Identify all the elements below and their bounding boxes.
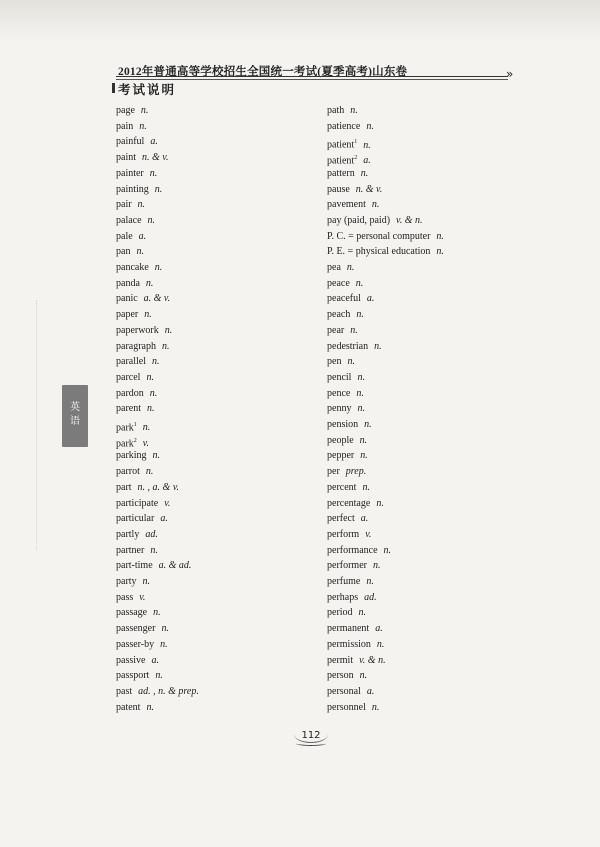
entry-part-of-speech: ad. — [364, 591, 377, 603]
entry-part-of-speech: n. — [346, 262, 355, 273]
vocabulary-entry — [327, 371, 365, 385]
entry-part-of-speech: n. — [161, 340, 170, 352]
scan-top-shadow — [0, 0, 600, 40]
entry-part-of-speech: n. — [371, 199, 380, 211]
entry-sense-number: 1 — [133, 422, 137, 428]
entry-word: pause — [327, 183, 350, 195]
vocabulary-entry — [327, 622, 383, 636]
entry-part-of-speech: n. — [153, 607, 161, 619]
entry-part-of-speech: n. — [376, 497, 384, 509]
vocabulary-entry — [116, 669, 163, 683]
entry-word: panic — [116, 293, 138, 305]
entry-word: pardon — [116, 387, 144, 399]
vocabulary-entry — [116, 371, 154, 385]
entry-word: percent — [327, 481, 357, 493]
entry-word: peach — [327, 309, 351, 321]
entry-word: parking — [116, 450, 147, 462]
entry-part-of-speech: v. — [142, 438, 149, 450]
entry-part-of-speech: a. — [366, 685, 375, 697]
vocabulary-entry — [116, 198, 145, 212]
entry-word: pavement — [327, 199, 366, 211]
entry-word: permanent — [327, 623, 370, 635]
vocabulary-entry — [327, 434, 367, 448]
entry-word: parcel — [116, 371, 141, 383]
vocabulary-entry — [327, 575, 374, 589]
entry-word: pension — [327, 419, 359, 430]
entry-part-of-speech: n. — [356, 309, 364, 321]
entry-part-of-speech: n. — [146, 371, 154, 383]
entry-part-of-speech: a. & ad. — [158, 560, 192, 572]
entry-word: painter — [116, 167, 144, 179]
vocabulary-entry — [116, 575, 150, 589]
vocabulary-entry — [116, 261, 162, 275]
vocabulary-entry — [116, 245, 144, 259]
vocabulary-entry — [327, 701, 379, 715]
entry-word: period — [327, 607, 353, 619]
vocabulary-entry — [327, 230, 444, 244]
side-tab-char: 英 — [70, 402, 80, 413]
entry-word: patient — [327, 155, 355, 167]
entry-part-of-speech: n. — [139, 120, 147, 132]
page-header-subtitle: 考试说明 — [118, 82, 177, 97]
entry-part-of-speech: n. — [355, 277, 364, 289]
vocabulary-entry — [327, 497, 384, 511]
vocabulary-entry — [116, 591, 145, 605]
vocabulary-entry — [327, 151, 371, 165]
entry-part-of-speech: n. — [358, 607, 367, 619]
vocabulary-entry — [327, 465, 366, 479]
entry-word: pence — [327, 387, 351, 399]
entry-part-of-speech: n. — [150, 544, 158, 556]
entry-word: painting — [116, 183, 149, 195]
entry-word: performer — [327, 560, 367, 572]
entry-word: paper — [116, 309, 139, 321]
entry-word: pay (paid, paid) — [327, 214, 391, 226]
entry-word: perfume — [327, 576, 361, 587]
entry-word: patient — [327, 139, 355, 151]
entry-word: part-time — [116, 560, 153, 572]
entry-part-of-speech: prep. — [345, 466, 367, 478]
vocabulary-entry — [116, 387, 157, 401]
entry-part-of-speech: n. & v. — [142, 152, 169, 164]
entry-part-of-speech: v. & n. — [396, 214, 423, 226]
vocabulary-entry — [327, 638, 384, 652]
entry-part-of-speech: a. — [160, 513, 168, 525]
entry-part-of-speech: n. — [146, 701, 154, 713]
vocabulary-entry — [116, 324, 172, 338]
vocabulary-entry — [327, 402, 365, 416]
vocabulary-entry — [116, 434, 149, 448]
entry-word: peace — [327, 277, 350, 289]
vocabulary-entry — [327, 277, 363, 291]
vocabulary-entry — [327, 559, 380, 573]
entry-sense-number: 2 — [354, 155, 358, 162]
vocabulary-entry — [116, 308, 152, 322]
entry-word: penny — [327, 403, 352, 415]
entry-part-of-speech: n. — [161, 623, 169, 635]
entry-part-of-speech: n. — [347, 356, 355, 368]
page-header-title: 2012年普通高等学校招生全国统一考试(夏季高考)山东卷 — [118, 66, 408, 78]
vocabulary-entry — [116, 685, 199, 699]
entry-word: partner — [116, 544, 145, 556]
vocabulary-entry — [327, 685, 374, 699]
entry-word: pepper — [327, 450, 355, 462]
vocabulary-entry — [327, 355, 355, 369]
vocabulary-entry — [116, 230, 146, 244]
entry-word: park — [116, 438, 134, 450]
entry-part-of-speech: n. — [137, 199, 146, 211]
entry-part-of-speech: n. — [360, 450, 368, 462]
entry-word: passage — [116, 607, 148, 619]
entry-part-of-speech: n. — [376, 638, 385, 650]
entry-word: pass — [116, 591, 134, 603]
page-number: 112 — [296, 728, 326, 744]
entry-part-of-speech: n. — [155, 670, 163, 682]
entry-word: particular — [116, 513, 155, 525]
vocabulary-entry — [327, 606, 366, 620]
vocabulary-entry — [116, 355, 159, 369]
entry-part-of-speech: n. — [142, 576, 151, 587]
vocabulary-entry — [116, 606, 161, 620]
entry-word: pedestrian — [327, 340, 369, 352]
entry-word: personal — [327, 685, 361, 697]
entry-word: passive — [116, 654, 146, 666]
entry-part-of-speech: a. — [366, 293, 375, 305]
entry-part-of-speech: n. — [145, 466, 154, 478]
entry-part-of-speech: n. — [147, 214, 156, 226]
vocabulary-entry — [116, 481, 179, 495]
entry-word: pain — [116, 120, 134, 132]
entry-word: pencil — [327, 371, 352, 383]
entry-part-of-speech: v. — [139, 591, 146, 603]
entry-part-of-speech: v. — [164, 497, 171, 509]
entry-word: passport — [116, 670, 150, 682]
entry-word: permit — [327, 654, 354, 666]
entry-word: painful — [116, 136, 145, 148]
vocabulary-entry — [116, 449, 160, 463]
entry-word: perhaps — [327, 591, 359, 603]
header-arrow-icon: » — [506, 67, 514, 81]
vocabulary-entry — [327, 324, 358, 338]
vocabulary-entry — [327, 591, 377, 605]
entry-word: perform — [327, 528, 360, 540]
entry-part-of-speech: n. — [147, 403, 155, 415]
entry-part-of-speech: n. — [152, 450, 161, 462]
vocabulary-entry — [327, 198, 379, 212]
entry-part-of-speech: a. — [138, 230, 147, 242]
entry-part-of-speech: n. — [436, 246, 444, 258]
entry-sense-number: 2 — [133, 437, 137, 444]
vocabulary-entry — [116, 654, 159, 668]
entry-part-of-speech: a. — [375, 623, 383, 635]
entry-word: peaceful — [327, 293, 361, 305]
entry-part-of-speech: a. — [150, 136, 158, 148]
entry-word: party — [116, 576, 137, 587]
vocabulary-entry — [116, 120, 147, 134]
entry-part-of-speech: n. — [160, 638, 168, 650]
entry-part-of-speech: n. — [436, 230, 444, 242]
entry-part-of-speech: v. — [365, 528, 372, 540]
bleed-through-mark — [36, 300, 47, 550]
entry-word: participate — [116, 497, 159, 509]
entry-word: part — [116, 481, 132, 493]
entry-word: partly — [116, 528, 140, 540]
entry-word: passer-by — [116, 638, 155, 650]
vocabulary-entry — [327, 669, 367, 683]
vocabulary-entry — [327, 245, 444, 259]
entry-word: patience — [327, 120, 361, 132]
side-tab-char: 语 — [70, 416, 80, 427]
entry-part-of-speech: n. — [366, 120, 374, 132]
entry-part-of-speech: ad. — [145, 528, 158, 540]
vocabulary-entry — [327, 544, 391, 558]
entry-word: patent — [116, 701, 141, 713]
entry-word: paperwork — [116, 324, 159, 336]
entry-part-of-speech: n. — [356, 387, 364, 399]
entry-word: path — [327, 105, 345, 116]
vocabulary-entry — [116, 497, 170, 511]
vocabulary-entry — [327, 387, 364, 401]
entry-part-of-speech: v. & n. — [359, 654, 386, 666]
vocabulary-entry — [327, 214, 423, 228]
entry-word: pen — [327, 356, 342, 368]
entry-word: passenger — [116, 623, 156, 635]
vocabulary-entry — [327, 292, 374, 306]
entry-part-of-speech: a. — [360, 513, 369, 525]
entry-part-of-speech: n. — [151, 356, 160, 368]
entry-part-of-speech: n. — [372, 560, 381, 572]
entry-part-of-speech: n. — [383, 544, 392, 556]
vocabulary-entry — [116, 559, 191, 573]
vocabulary-entry — [116, 104, 148, 118]
vocabulary-entry — [116, 277, 153, 291]
entry-word: pancake — [116, 262, 149, 273]
entry-word: permission — [327, 638, 371, 650]
vocabulary-entry — [116, 465, 153, 479]
entry-word: personnel — [327, 701, 366, 713]
subject-side-tab — [62, 385, 88, 447]
entry-word: percentage — [327, 497, 371, 509]
vocabulary-entry — [327, 528, 371, 542]
vocabulary-entry — [327, 104, 358, 118]
entry-part-of-speech: n. — [149, 167, 158, 179]
entry-word: parrot — [116, 466, 140, 478]
entry-part-of-speech: n. — [142, 422, 151, 434]
vocabulary-entry — [327, 481, 370, 495]
vocabulary-entry — [116, 622, 169, 636]
vocabulary-entry — [116, 292, 170, 306]
entry-word: person — [327, 670, 354, 682]
vocabulary-entry — [327, 449, 368, 463]
entry-part-of-speech: n. — [145, 277, 154, 289]
vocabulary-entry — [116, 528, 158, 542]
entry-word: pair — [116, 199, 132, 211]
entry-word: per — [327, 466, 340, 478]
entry-part-of-speech: n. — [140, 105, 149, 116]
vocabulary-entry — [116, 638, 168, 652]
entry-word: people — [327, 434, 354, 446]
entry-part-of-speech: n. — [374, 340, 382, 352]
entry-part-of-speech: n. — [154, 183, 163, 195]
vocabulary-entry — [116, 340, 169, 354]
vocabulary-entry — [327, 135, 371, 149]
vocabulary-entry — [116, 214, 155, 228]
entry-word: performance — [327, 544, 378, 556]
entry-part-of-speech: n. — [144, 309, 152, 321]
vocabulary-entry — [116, 151, 168, 165]
vocabulary-entry — [327, 183, 382, 197]
entry-part-of-speech: ad. , n. & prep. — [138, 685, 199, 697]
entry-part-of-speech: n. — [360, 167, 369, 179]
vocabulary-entry — [327, 654, 386, 668]
entry-word: page — [116, 105, 135, 116]
entry-part-of-speech: n. — [164, 324, 173, 336]
entry-part-of-speech: n. — [362, 481, 370, 493]
entry-part-of-speech: n. & v. — [355, 183, 383, 195]
entry-word: panda — [116, 277, 140, 289]
entry-part-of-speech: n. , a. & v. — [137, 481, 180, 493]
entry-part-of-speech: a. — [363, 155, 371, 167]
entry-part-of-speech: n. — [357, 403, 365, 415]
entry-part-of-speech: n. — [359, 670, 368, 682]
vocabulary-entry — [116, 418, 150, 432]
entry-part-of-speech: n. — [350, 324, 358, 336]
entry-word: pale — [116, 230, 133, 242]
entry-part-of-speech: a. & v. — [143, 293, 171, 305]
entry-part-of-speech: n. — [364, 419, 372, 430]
entry-part-of-speech: n. — [357, 371, 365, 383]
entry-word: perfect — [327, 513, 355, 525]
entry-word: park — [116, 422, 134, 434]
vocabulary-entry — [327, 120, 374, 134]
vocabulary-entry — [116, 512, 168, 526]
entry-part-of-speech: n. — [366, 576, 374, 587]
header-rule — [116, 76, 508, 77]
vocabulary-entry — [116, 167, 157, 181]
vocabulary-entry — [116, 402, 155, 416]
entry-sense-number: 1 — [354, 139, 358, 146]
vocabulary-entry — [116, 544, 158, 558]
vocabulary-entry — [327, 340, 382, 354]
entry-word: P. C. = personal computer — [327, 230, 431, 242]
entry-part-of-speech: n. — [371, 701, 380, 713]
vocabulary-entry — [327, 512, 368, 526]
entry-word: P. E. = physical education — [327, 246, 431, 258]
entry-word: paint — [116, 152, 136, 164]
vocabulary-entry — [116, 701, 154, 715]
entry-word: palace — [116, 214, 142, 226]
vocabulary-entry — [116, 183, 162, 197]
entry-part-of-speech: n. — [154, 262, 163, 273]
entry-part-of-speech: n. — [136, 246, 144, 258]
entry-word: past — [116, 685, 133, 697]
entry-word: pea — [327, 262, 341, 273]
entry-word: paragraph — [116, 340, 156, 352]
entry-word: pan — [116, 246, 131, 258]
vocabulary-entry — [327, 418, 372, 432]
entry-part-of-speech: n. — [350, 105, 358, 116]
entry-word: pear — [327, 324, 345, 336]
vocabulary-entry — [327, 308, 364, 322]
entry-word: parallel — [116, 356, 146, 368]
vocabulary-entry — [327, 167, 368, 181]
entry-word: parent — [116, 403, 141, 415]
vocabulary-entry — [116, 135, 158, 149]
entry-part-of-speech: a. — [151, 654, 159, 666]
entry-part-of-speech: n. — [359, 434, 368, 446]
vocabulary-entry — [327, 261, 354, 275]
entry-part-of-speech: n. — [363, 139, 371, 151]
entry-word: pattern — [327, 167, 355, 179]
entry-part-of-speech: n. — [149, 387, 158, 399]
